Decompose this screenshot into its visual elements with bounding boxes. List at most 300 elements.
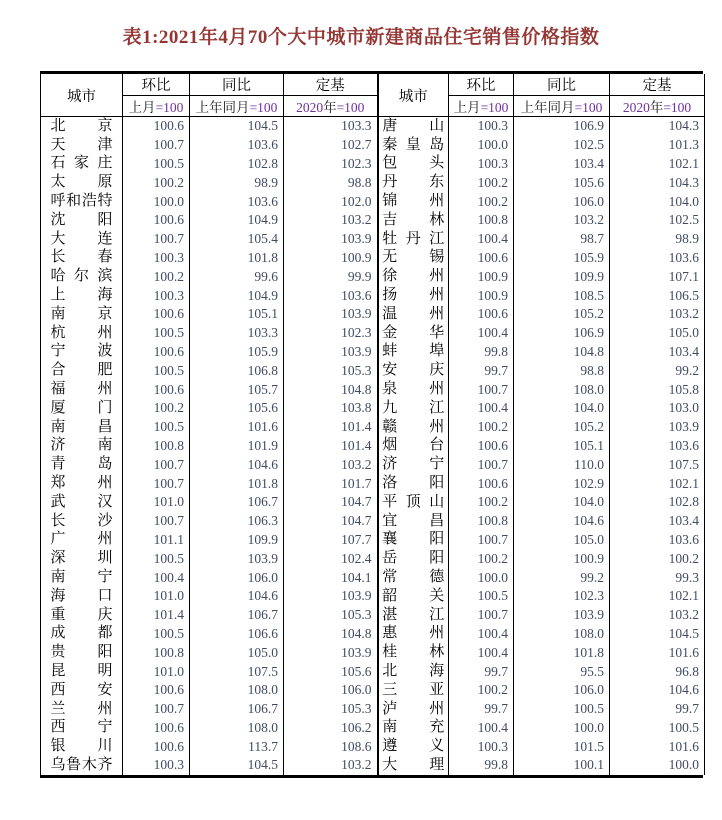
base-value-cell: 105.3 [284,700,377,719]
mom-value-cell: 100.2 [449,418,514,437]
mom-value-cell: 100.6 [123,343,190,362]
base-value-cell: 102.4 [284,549,377,568]
yoy-value-cell: 107.5 [190,662,284,681]
city-cell [378,230,449,249]
city-cell [378,681,449,700]
col-header-base: 定基 [610,74,705,96]
yoy-value-cell: 106.3 [190,512,284,531]
yoy-value-cell: 105.0 [190,643,284,662]
base-value-cell: 99.9 [284,267,377,286]
mom-value-cell: 100.2 [123,399,190,418]
mom-value-cell: 101.0 [123,493,190,512]
city-cell [41,399,123,418]
base-value-cell: 102.5 [610,211,705,230]
yoy-value-cell: 106.9 [514,324,610,343]
city-cell [41,380,123,399]
mom-value-cell: 100.6 [449,437,514,456]
base-value-cell: 101.4 [284,418,377,437]
table-row [41,474,377,493]
city-name: 牡丹江 [382,230,445,247]
city-name: 岳阳 [382,550,445,567]
city-name: 赣州 [382,418,445,435]
city-cell [378,756,449,775]
mom-value-cell: 100.5 [123,549,190,568]
mom-value-cell: 100.6 [123,380,190,399]
mom-value-cell: 100.7 [123,455,190,474]
city-cell [41,681,123,700]
mom-value-cell: 100.8 [123,643,190,662]
table-row [378,173,705,192]
table-row [378,117,705,136]
mom-value-cell: 100.2 [449,549,514,568]
yoy-value-cell: 105.2 [514,418,610,437]
yoy-value-cell: 101.8 [190,474,284,493]
city-name: 青岛 [50,456,113,473]
base-value-cell: 101.7 [284,474,377,493]
mom-value-cell: 100.6 [449,474,514,493]
base-value-cell: 99.2 [610,361,705,380]
base-value-cell: 96.8 [610,662,705,681]
city-cell [41,587,123,606]
col-subheader-mom: 上月=100 [449,96,514,117]
base-value-cell: 103.6 [610,249,705,268]
yoy-value-cell: 105.9 [190,343,284,362]
yoy-value-cell: 103.3 [190,324,284,343]
yoy-value-cell: 104.5 [190,117,284,136]
yoy-value-cell: 105.4 [190,230,284,249]
mom-value-cell: 100.2 [449,681,514,700]
mom-value-cell: 99.7 [449,700,514,719]
base-value-cell: 103.9 [610,418,705,437]
city-name: 长春 [50,249,113,266]
city-name: 上海 [50,287,113,304]
mom-value-cell: 100.7 [123,474,190,493]
base-value-cell: 100.5 [610,719,705,738]
yoy-value-cell: 106.7 [190,606,284,625]
city-cell [41,531,123,550]
city-name: 北海 [382,663,445,679]
table-body-left [41,117,377,775]
city-name: 南宁 [50,569,113,586]
city-name: 扬州 [382,287,445,304]
city-name: 南充 [382,719,445,736]
base-value-cell: 106.5 [610,286,705,305]
table-row [378,399,705,418]
city-name: 厦门 [50,399,113,416]
base-value-cell: 104.1 [284,568,377,587]
city-name: 锦州 [382,193,445,210]
yoy-value-cell: 103.9 [514,606,610,625]
col-header-mom: 环比 [449,74,514,96]
mom-value-cell: 100.9 [449,267,514,286]
city-name: 郑州 [50,475,113,492]
yoy-value-cell: 106.0 [514,681,610,700]
yoy-value-cell: 95.5 [514,662,610,681]
yoy-value-cell: 108.0 [190,719,284,738]
yoy-value-cell: 103.6 [190,192,284,211]
yoy-value-cell: 100.9 [514,549,610,568]
city-name: 天津 [50,136,113,153]
yoy-value-cell: 101.6 [190,418,284,437]
mom-value-cell: 100.6 [123,681,190,700]
yoy-value-cell: 105.6 [514,173,610,192]
base-value-cell: 102.8 [610,493,705,512]
table-left-half [40,74,377,775]
yoy-value-cell: 104.8 [514,343,610,362]
table-row [41,305,377,324]
table-row [41,117,377,136]
mom-value-cell: 100.6 [449,249,514,268]
table-row [378,606,705,625]
city-name: 北京 [50,117,113,134]
base-value-cell: 98.9 [610,230,705,249]
city-name: 泉州 [382,381,445,398]
city-cell [378,512,449,531]
mom-value-cell: 100.7 [123,136,190,155]
city-name: 唐山 [382,117,445,134]
table-row [41,324,377,343]
city-name: 大连 [50,230,113,247]
table-header-right [378,74,705,117]
city-cell [378,286,449,305]
base-value-cell: 104.3 [610,173,705,192]
base-value-cell: 103.9 [284,587,377,606]
mom-value-cell: 100.7 [123,230,190,249]
city-cell [378,493,449,512]
yoy-value-cell: 104.5 [190,756,284,775]
base-value-cell: 103.2 [284,455,377,474]
base-value-cell: 100.0 [610,756,705,775]
col-header-yoy: 同比 [514,74,610,96]
yoy-value-cell: 100.5 [514,700,610,719]
city-cell [378,549,449,568]
city-cell [41,305,123,324]
table-row [378,136,705,155]
table-row [41,493,377,512]
table-row [41,418,377,437]
yoy-value-cell: 108.0 [190,681,284,700]
base-value-cell: 107.5 [610,455,705,474]
mom-value-cell: 100.0 [449,568,514,587]
table-row [41,211,377,230]
city-cell [41,455,123,474]
city-cell [378,192,449,211]
col-header-base: 定基 [284,74,377,96]
base-value-cell: 103.0 [610,399,705,418]
city-cell [378,587,449,606]
mom-value-cell: 100.6 [123,211,190,230]
city-cell [41,267,123,286]
base-value-cell: 103.2 [610,305,705,324]
mom-value-cell: 100.8 [449,211,514,230]
col-subheader-yoy: 上年同月=100 [514,96,610,117]
base-value-cell: 103.6 [610,437,705,456]
mom-value-cell: 100.2 [449,493,514,512]
yoy-value-cell: 104.6 [190,455,284,474]
yoy-value-cell: 103.9 [190,549,284,568]
table-row [378,493,705,512]
base-value-cell: 103.2 [610,606,705,625]
table-row [378,681,705,700]
base-value-cell: 103.2 [284,211,377,230]
city-cell [41,437,123,456]
city-name: 太原 [50,174,113,191]
city-name: 昆明 [50,663,113,679]
base-value-cell: 106.0 [284,681,377,700]
mom-value-cell: 100.7 [449,606,514,625]
table-row [378,380,705,399]
table-row [41,192,377,211]
city-name: 石家庄 [50,155,113,172]
table-row [378,737,705,756]
yoy-value-cell: 110.0 [514,455,610,474]
base-value-cell: 103.2 [284,756,377,775]
city-name: 西安 [50,681,113,698]
base-value-cell: 103.6 [610,531,705,550]
city-cell [378,399,449,418]
city-name: 三亚 [382,681,445,698]
mom-value-cell: 100.5 [123,418,190,437]
mom-value-cell: 100.2 [123,173,190,192]
yoy-value-cell: 106.0 [514,192,610,211]
city-cell [378,305,449,324]
table-row [41,662,377,681]
yoy-value-cell: 105.2 [514,305,610,324]
table-row [378,549,705,568]
city-name: 洛阳 [382,475,445,492]
mom-value-cell: 100.3 [449,737,514,756]
city-cell [378,455,449,474]
base-value-cell: 103.4 [610,512,705,531]
base-value-cell: 105.3 [284,361,377,380]
base-value-cell: 99.7 [610,700,705,719]
yoy-value-cell: 106.8 [190,361,284,380]
table-row [378,267,705,286]
col-subheader-base: 2020年=100 [610,96,705,117]
mom-value-cell: 100.8 [449,512,514,531]
city-cell [41,286,123,305]
base-value-cell: 103.6 [284,286,377,305]
mom-value-cell: 100.7 [123,700,190,719]
yoy-value-cell: 103.6 [190,136,284,155]
price-index-table [40,71,703,778]
yoy-value-cell: 98.9 [190,173,284,192]
city-name: 福州 [50,381,113,398]
table-header-left [41,74,377,117]
table-row [378,249,705,268]
city-cell [41,737,123,756]
yoy-value-cell: 108.0 [514,625,610,644]
city-name: 沈阳 [50,211,113,228]
base-value-cell: 104.6 [610,681,705,700]
table-row [378,587,705,606]
mom-value-cell: 100.7 [449,531,514,550]
table-row [41,549,377,568]
mom-value-cell: 100.5 [123,155,190,174]
base-value-cell: 101.6 [610,643,705,662]
city-cell [41,343,123,362]
base-value-cell: 105.8 [610,380,705,399]
table-row [378,155,705,174]
yoy-value-cell: 102.9 [514,474,610,493]
yoy-value-cell: 105.6 [190,399,284,418]
city-name: 南京 [50,305,113,322]
city-name: 济南 [50,437,113,454]
base-value-cell: 104.8 [284,625,377,644]
col-header-yoy: 同比 [190,74,284,96]
city-name: 烟台 [382,437,445,454]
city-cell [378,474,449,493]
city-cell [378,625,449,644]
base-value-cell: 99.3 [610,568,705,587]
base-value-cell: 102.3 [284,324,377,343]
col-header-city: 城市 [378,74,449,117]
mom-value-cell: 100.6 [123,117,190,136]
mom-value-cell: 100.5 [449,587,514,606]
city-cell [378,343,449,362]
city-cell [41,719,123,738]
base-value-cell: 108.6 [284,737,377,756]
city-cell [378,136,449,155]
base-value-cell: 104.5 [610,625,705,644]
yoy-value-cell: 104.0 [514,399,610,418]
table-row [41,512,377,531]
yoy-value-cell: 104.6 [514,512,610,531]
yoy-value-cell: 102.5 [514,136,610,155]
yoy-value-cell: 99.6 [190,267,284,286]
table-row [41,756,377,775]
mom-value-cell: 100.4 [449,625,514,644]
mom-value-cell: 101.1 [123,531,190,550]
yoy-value-cell: 106.7 [190,700,284,719]
table-row [378,305,705,324]
city-name: 贵阳 [50,644,113,661]
yoy-value-cell: 100.0 [514,719,610,738]
city-cell [378,700,449,719]
mom-value-cell: 100.5 [123,361,190,380]
yoy-value-cell: 106.0 [190,568,284,587]
city-cell [41,211,123,230]
city-cell [41,230,123,249]
mom-value-cell: 100.7 [123,512,190,531]
base-value-cell: 103.9 [284,643,377,662]
mom-value-cell: 100.6 [449,305,514,324]
base-value-cell: 104.7 [284,512,377,531]
city-name: 海口 [50,587,113,604]
city-cell [378,568,449,587]
city-name: 杭州 [50,324,113,341]
col-subheader-yoy: 上年同月=100 [190,96,284,117]
city-cell [378,437,449,456]
mom-value-cell: 99.7 [449,361,514,380]
base-value-cell: 102.1 [610,474,705,493]
table-row [41,155,377,174]
city-name: 银川 [50,738,113,755]
base-value-cell: 102.3 [284,155,377,174]
table-row [41,380,377,399]
mom-value-cell: 101.4 [123,606,190,625]
city-name: 吉林 [382,211,445,228]
city-cell [378,173,449,192]
mom-value-cell: 100.3 [123,286,190,305]
city-cell [378,249,449,268]
city-name: 宜昌 [382,512,445,529]
base-value-cell: 103.9 [284,230,377,249]
col-subheader-mom: 上月=100 [123,96,190,117]
table-row [378,625,705,644]
col-header-mom: 环比 [123,74,190,96]
yoy-value-cell: 98.7 [514,230,610,249]
table-row [378,531,705,550]
table-row [378,192,705,211]
base-value-cell: 102.0 [284,192,377,211]
city-name: 宁波 [50,343,113,360]
yoy-value-cell: 108.0 [514,380,610,399]
city-name: 秦皇岛 [382,136,445,153]
city-cell [378,267,449,286]
yoy-value-cell: 101.9 [190,437,284,456]
table-row [41,343,377,362]
yoy-value-cell: 103.2 [514,211,610,230]
table-row [41,587,377,606]
base-value-cell: 103.8 [284,399,377,418]
city-cell [41,418,123,437]
yoy-value-cell: 113.7 [190,737,284,756]
city-cell [41,606,123,625]
mom-value-cell: 100.5 [123,625,190,644]
city-name: 南昌 [50,418,113,435]
city-cell [378,211,449,230]
mom-value-cell: 100.4 [449,399,514,418]
mom-value-cell: 100.5 [123,324,190,343]
table-row [378,324,705,343]
table-row [41,568,377,587]
table-row [378,568,705,587]
city-name: 武汉 [50,493,113,510]
city-name: 平顶山 [382,493,445,510]
city-name: 桂林 [382,644,445,661]
city-name: 温州 [382,305,445,322]
city-cell [378,531,449,550]
mom-value-cell: 100.2 [449,192,514,211]
yoy-value-cell: 101.8 [514,643,610,662]
mom-value-cell: 99.7 [449,662,514,681]
city-cell [41,643,123,662]
city-name: 无锡 [382,249,445,266]
city-name: 韶关 [382,587,445,604]
yoy-value-cell: 108.5 [514,286,610,305]
page-title: 表1:2021年4月70个大中城市新建商品住宅销售价格指数 [122,27,600,48]
city-cell [41,117,123,136]
col-header-city: 城市 [41,74,123,117]
table-row [41,643,377,662]
table-row [378,418,705,437]
city-cell [41,700,123,719]
city-cell [378,155,449,174]
city-cell [41,155,123,174]
city-name: 包头 [382,155,445,172]
table-row [378,756,705,775]
base-value-cell: 104.8 [284,380,377,399]
yoy-value-cell: 109.9 [190,531,284,550]
table-row [378,455,705,474]
city-cell [378,418,449,437]
city-name: 大理 [382,756,445,773]
mom-value-cell: 100.4 [123,568,190,587]
base-value-cell: 101.3 [610,136,705,155]
city-cell [41,512,123,531]
base-value-cell: 107.7 [284,531,377,550]
